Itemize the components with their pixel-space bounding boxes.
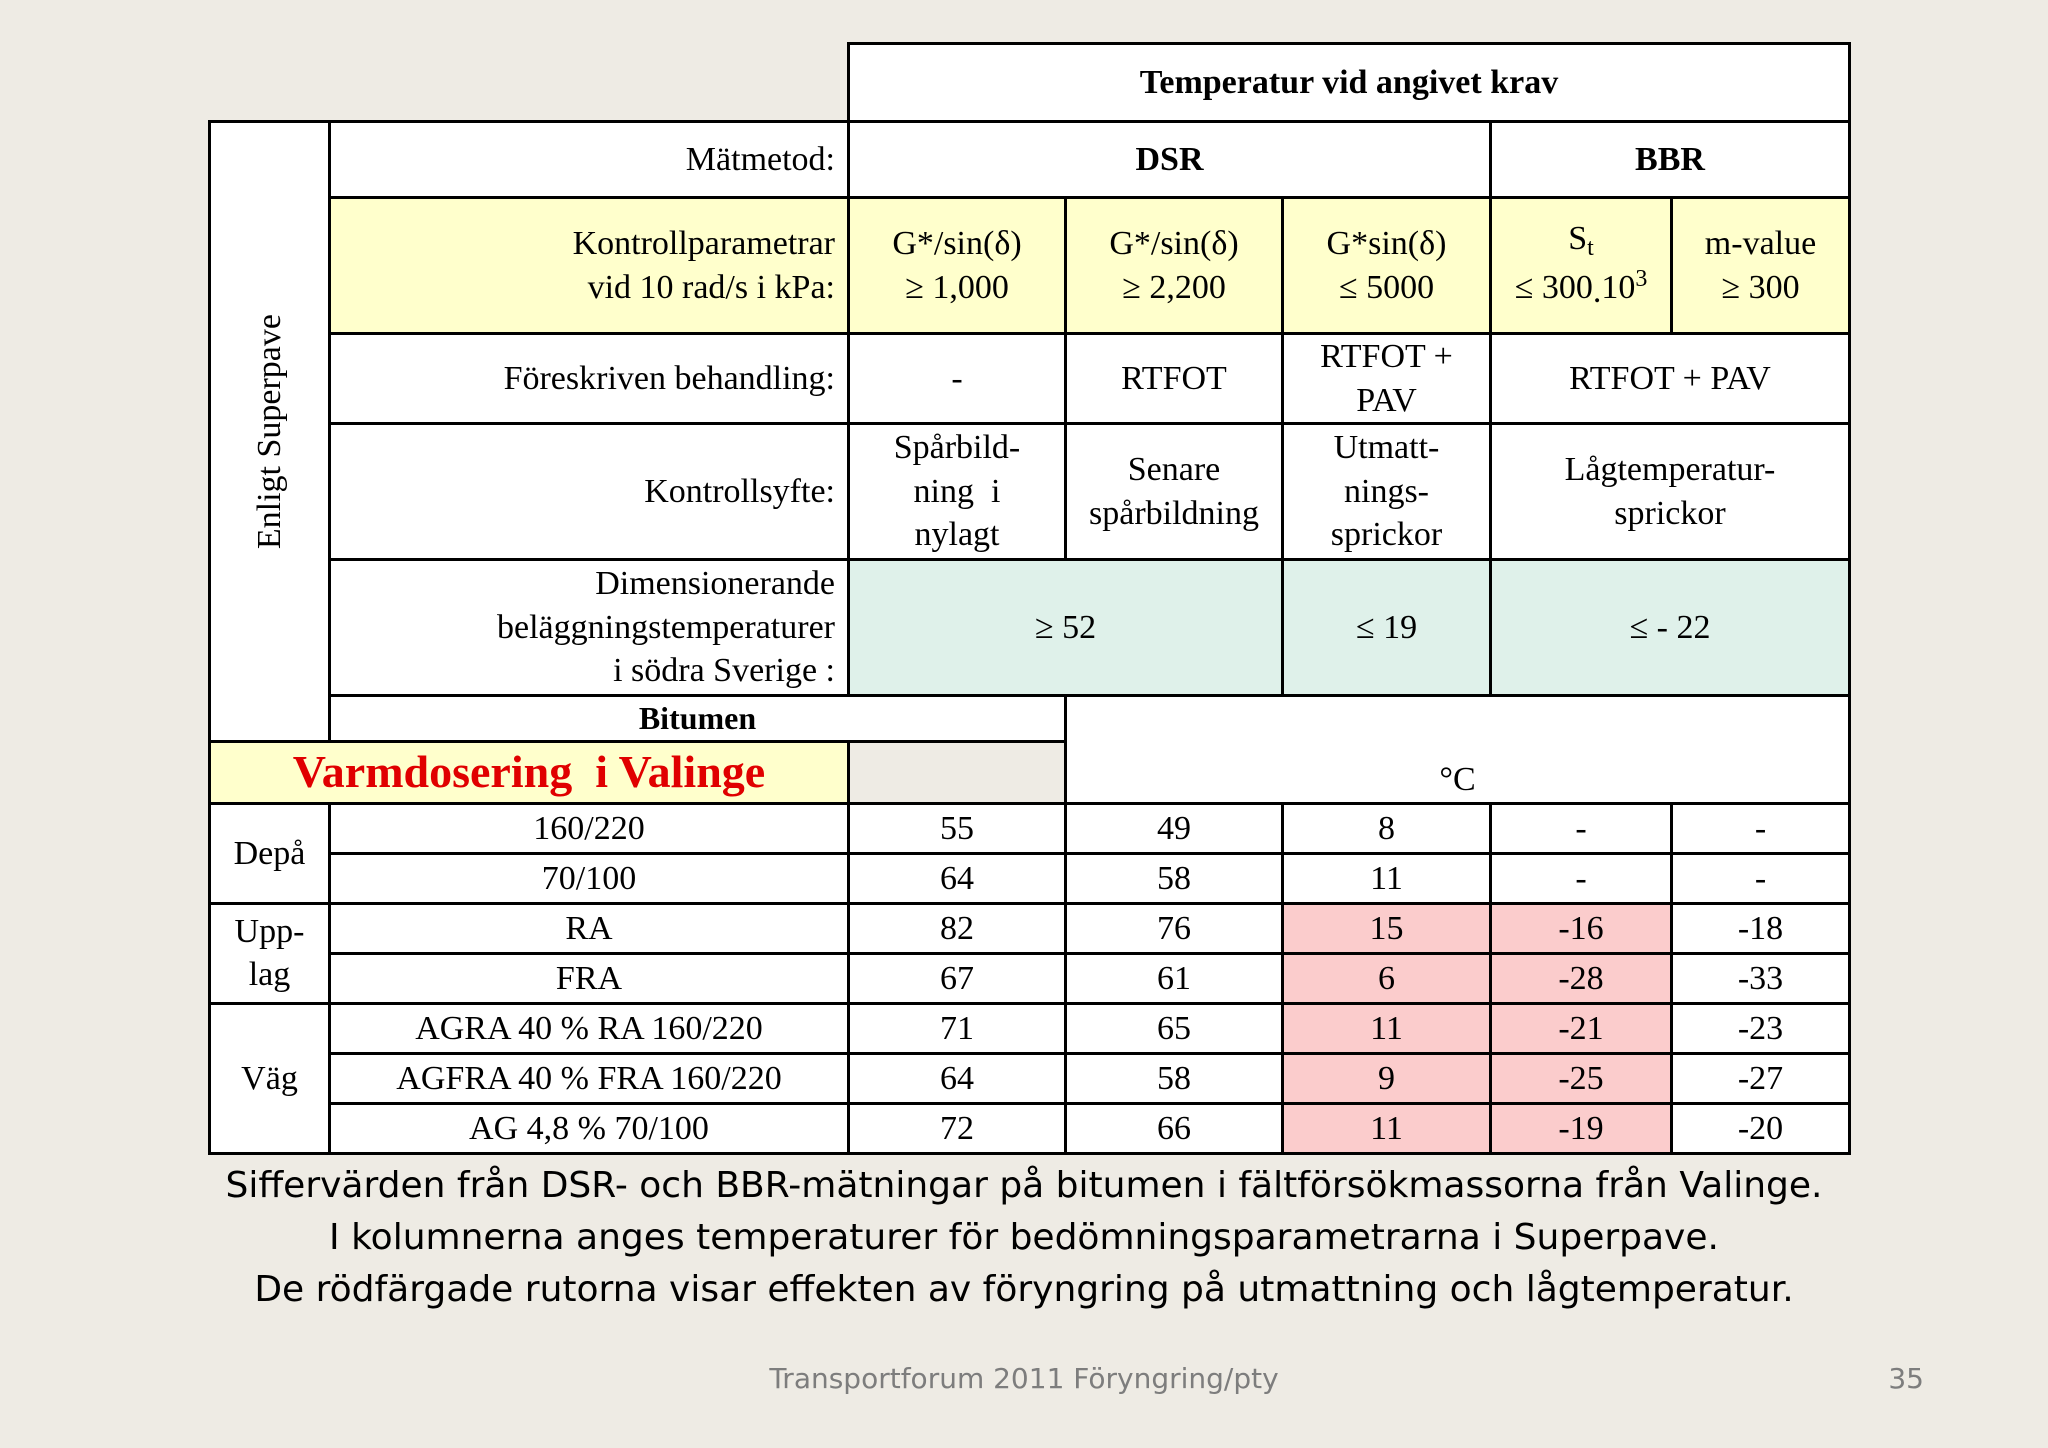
group-vag: Väg (210, 1003, 330, 1153)
table-row (210, 803, 1850, 853)
caption-line: I kolumnerna anges temperaturer för bedömningsparametrarna i Superpave. (329, 1217, 1719, 1258)
bbr-header: BBR (1491, 122, 1850, 198)
cell-value: 55 (849, 803, 1066, 853)
unit-cell (1066, 696, 1850, 804)
st-main: S (1568, 220, 1588, 258)
purpose-line: sprickor (1614, 494, 1726, 532)
cell-value-highlight: 9 (1283, 1053, 1491, 1103)
purpose-c4 (1491, 424, 1850, 560)
cell-value-highlight: -16 (1491, 903, 1672, 953)
group-upplag-line1: Upp- (234, 912, 305, 950)
purpose-label: Kontrollsyfte: (330, 424, 849, 560)
row-label: FRA (330, 953, 849, 1003)
table-row (210, 903, 1850, 953)
cell-value-highlight: 6 (1283, 953, 1491, 1003)
group-depa: Depå (210, 803, 330, 903)
param-line2: ≥ 300 (1721, 268, 1800, 306)
table-row (210, 1103, 1850, 1153)
cell-value: - (1491, 803, 1672, 853)
purpose-line: spårbildning (1089, 494, 1259, 532)
design-temp-c3: ≤ - 22 (1491, 560, 1850, 696)
st-sub: t (1587, 235, 1594, 262)
purpose-line: nylagt (914, 516, 1000, 554)
page-number: 35 (1888, 1362, 1924, 1395)
control-params-label-line2: vid 10 rad/s i kPa: (587, 268, 835, 306)
table-header-title: Temperatur vid angivet krav (849, 44, 1850, 122)
cell-value-highlight: -28 (1491, 953, 1672, 1003)
design-temps-line: beläggningstemperaturer (497, 608, 835, 646)
st-exp: 3 (1635, 266, 1648, 293)
group-upplag-line2: lag (248, 956, 291, 994)
param-st (1491, 198, 1672, 334)
cell-value: -18 (1672, 903, 1850, 953)
cell-value: 58 (1066, 853, 1283, 903)
cell-value: 61 (1066, 953, 1283, 1003)
purpose-line: Lågtemperatur- (1564, 451, 1776, 489)
st-dot: . (1592, 273, 1602, 311)
cell-value: 64 (849, 1053, 1066, 1103)
slide-footer: Transportforum 2011 Föryngring/pty (769, 1362, 1279, 1395)
treatment-c4: RTFOT + PAV (1491, 334, 1850, 424)
cell-value: -33 (1672, 953, 1850, 1003)
control-params-label-line1: Kontrollparametrar (572, 224, 835, 262)
purpose-line: Spårbild- (893, 429, 1021, 467)
treatment-c3 (1283, 334, 1491, 424)
param-line1: G*sin(δ) (1326, 224, 1447, 262)
section-title: Varmdosering i Valinge (292, 746, 766, 798)
cell-value: 64 (849, 853, 1066, 903)
param-line1: m-value (1704, 224, 1817, 262)
row-label: AGRA 40 % RA 160/220 (330, 1003, 849, 1053)
design-temps-line: i södra Sverige : (613, 652, 835, 690)
cell-value: -27 (1672, 1053, 1850, 1103)
cell-value-highlight: -19 (1491, 1103, 1672, 1153)
row-label: RA (330, 903, 849, 953)
design-temp-c1: ≥ 52 (849, 560, 1283, 696)
cell-value: 71 (849, 1003, 1066, 1053)
row-label: AG 4,8 % 70/100 (330, 1103, 849, 1153)
cell-value: 82 (849, 903, 1066, 953)
treatment-c3-line2: PAV (1356, 381, 1417, 419)
purpose-line: ning i (913, 472, 1001, 510)
param-g-sin-5000 (1283, 198, 1491, 334)
purpose-line: nings- (1344, 472, 1429, 510)
cell-value: 76 (1066, 903, 1283, 953)
cell-value: 11 (1283, 853, 1491, 903)
bitumen-label: Bitumen (330, 696, 1066, 742)
section-title-cell (210, 742, 849, 804)
cell-value: 67 (849, 953, 1066, 1003)
row-label: 70/100 (330, 853, 849, 903)
cell-value-highlight: -25 (1491, 1053, 1672, 1103)
param-line2: ≥ 2,200 (1122, 268, 1226, 306)
design-temps-label (330, 560, 849, 696)
cell-value: - (1491, 853, 1672, 903)
purpose-line: Senare (1127, 451, 1221, 489)
cell-value-highlight: -21 (1491, 1003, 1672, 1053)
purpose-line: sprickor (1330, 516, 1443, 554)
cell-value: 49 (1066, 803, 1283, 853)
purpose-c1 (849, 424, 1066, 560)
cell-value: - (1672, 803, 1850, 853)
cell-value-highlight: 11 (1283, 1003, 1491, 1053)
cell-value: -23 (1672, 1003, 1850, 1053)
group-upplag (210, 903, 330, 1003)
header-spacer (210, 44, 849, 122)
cell-value: 8 (1283, 803, 1491, 853)
st-base: 10 (1601, 269, 1636, 307)
cell-value: 65 (1066, 1003, 1283, 1053)
table-row (210, 853, 1850, 903)
table-row (210, 1053, 1850, 1103)
design-temp-c2: ≤ 19 (1283, 560, 1491, 696)
cell-value: -20 (1672, 1103, 1850, 1153)
treatment-c2: RTFOT (1066, 334, 1283, 424)
table-row (210, 1003, 1850, 1053)
param-m-value (1672, 198, 1850, 334)
treatment-c3-line1: RTFOT + (1320, 338, 1453, 375)
unit-label: °C (1439, 761, 1476, 799)
design-temps-line: Dimensionerande (595, 565, 835, 603)
row-label: 160/220 (330, 803, 849, 853)
cell-value: 66 (1066, 1103, 1283, 1153)
control-params-label (330, 198, 849, 334)
side-label: Enligt Superpave (250, 313, 288, 550)
slide-caption (0, 1160, 2048, 1316)
cell-value: 72 (849, 1103, 1066, 1153)
side-label-cell (210, 122, 330, 742)
param-line2: ≥ 1,000 (905, 268, 1009, 306)
purpose-line: Utmatt- (1333, 429, 1440, 467)
purpose-c3 (1283, 424, 1491, 560)
caption-line: De rödfärgade rutorna visar effekten av föryngring på utmattning och lågtemperatur. (254, 1269, 1794, 1310)
method-label: Mätmetod: (330, 122, 849, 198)
param-line1: G*/sin(δ) (892, 224, 1022, 262)
purpose-c2 (1066, 424, 1283, 560)
cell-value-highlight: 11 (1283, 1103, 1491, 1153)
table-row (210, 953, 1850, 1003)
param-g-sin-2200 (1066, 198, 1283, 334)
dsr-header: DSR (849, 122, 1491, 198)
param-line2: ≤ 5000 (1338, 268, 1435, 306)
treatment-c1: - (849, 334, 1066, 424)
param-g-sin-1000 (849, 198, 1066, 334)
param-line1: G*/sin(δ) (1109, 224, 1239, 262)
st-prefix: ≤ 300 (1514, 269, 1593, 307)
cell-value: 58 (1066, 1053, 1283, 1103)
row-label: AGFRA 40 % FRA 160/220 (330, 1053, 849, 1103)
treatment-label: Föreskriven behandling: (330, 334, 849, 424)
temperature-table (208, 42, 1851, 1155)
cell-value: - (1672, 853, 1850, 903)
cell-value-highlight: 15 (1283, 903, 1491, 953)
caption-line: Siffervärden från DSR- och BBR-mätningar på bitumen i fältförsökmassorna från Valinge. (225, 1165, 1823, 1206)
